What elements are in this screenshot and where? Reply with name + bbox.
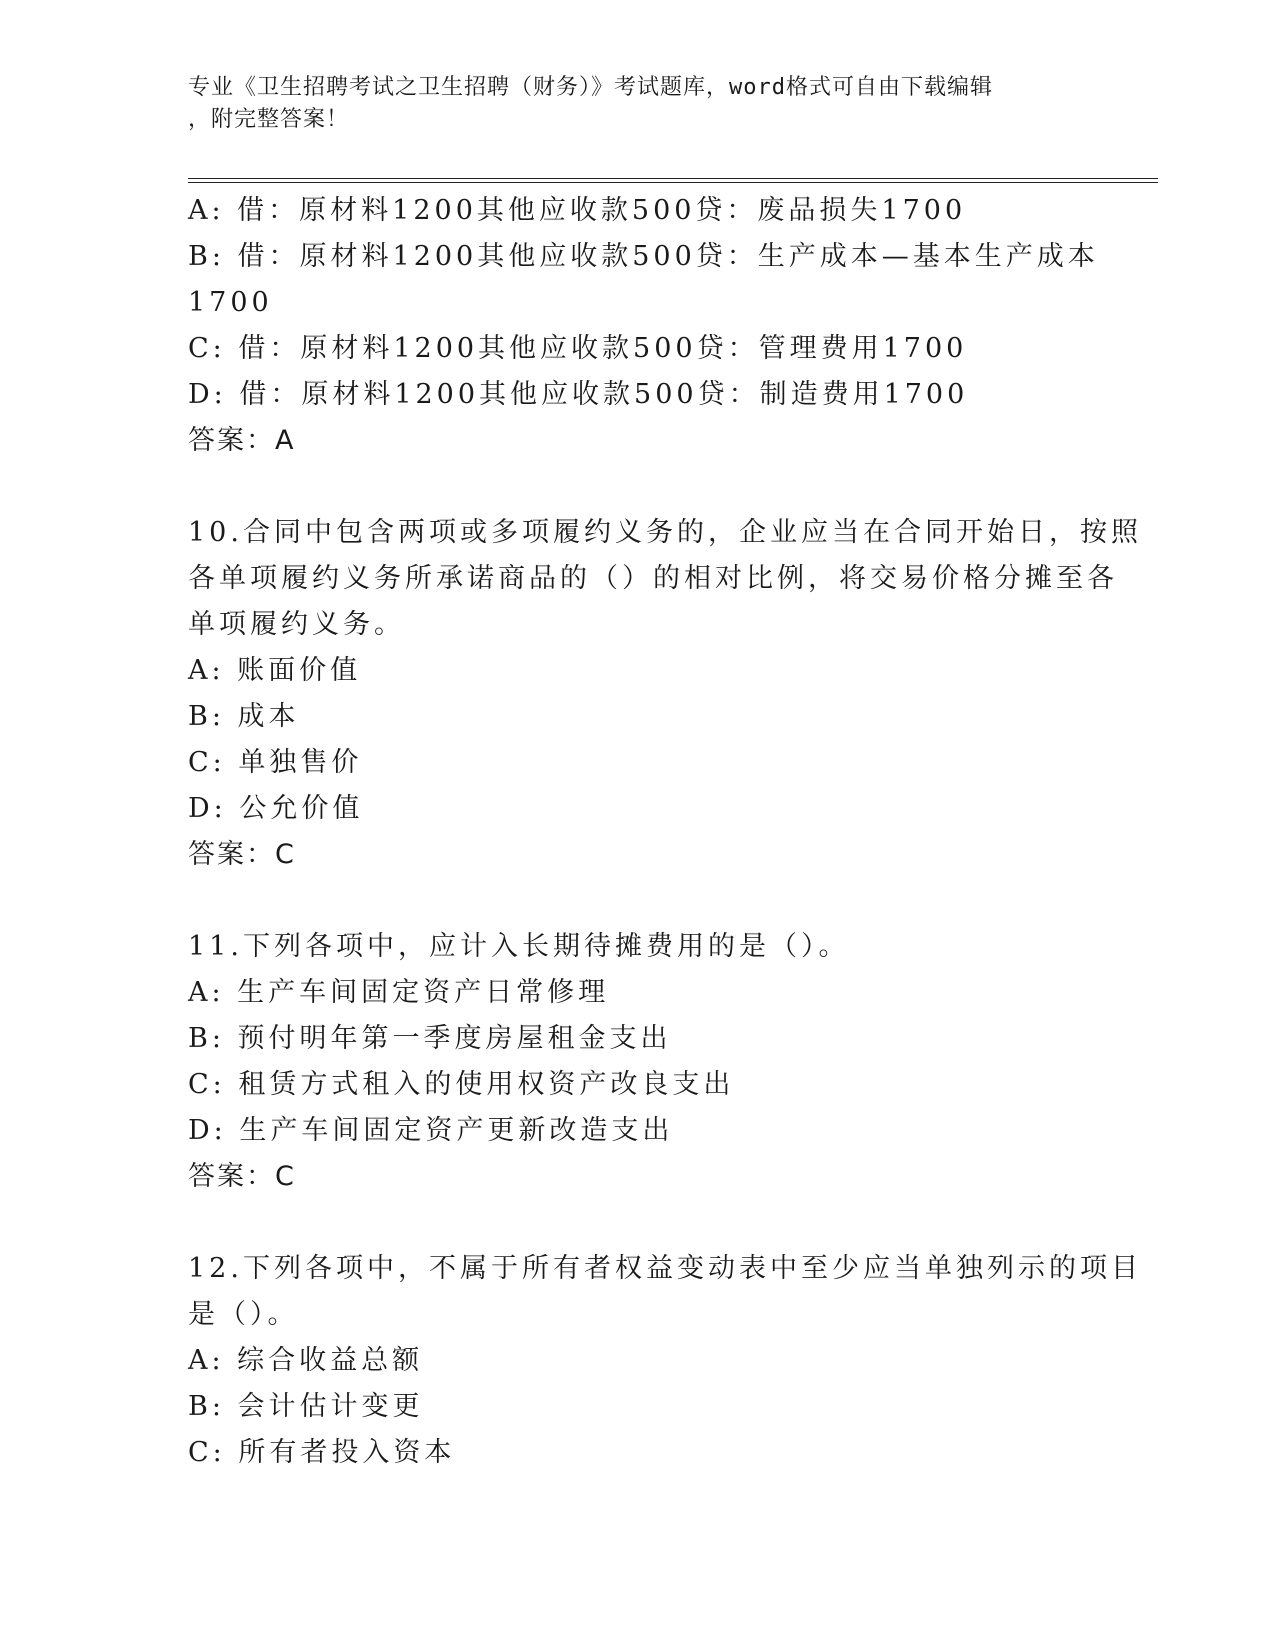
option-d: D: 借：原材料1200其他应收款500贷：制造费用1700 bbox=[188, 379, 969, 410]
option-c: C: 所有者投入资本 bbox=[188, 1437, 456, 1468]
option-d: D: 生产车间固定资产更新改造支出 bbox=[188, 1115, 674, 1146]
option-a: A: 生产车间固定资产日常修理 bbox=[188, 977, 610, 1008]
option-b: B: 成本 bbox=[188, 701, 300, 732]
option-a: A: 综合收益总额 bbox=[188, 1345, 424, 1376]
header-double-rule bbox=[188, 178, 1158, 183]
answer: 答案：C bbox=[188, 1161, 296, 1192]
spacer bbox=[188, 878, 1088, 924]
option-b: B: 会计估计变更 bbox=[188, 1391, 424, 1422]
question-stem-line-1: 10.合同中包含两项或多项履约义务的，企业应当在合同开始日，按照 bbox=[188, 517, 1142, 548]
option-a: A: 借：原材料1200其他应收款500贷：废品损失1700 bbox=[188, 195, 967, 226]
header-line-2: ，附完整答案！ bbox=[188, 107, 350, 132]
question-stem-line-3: 单项履约义务。 bbox=[188, 609, 405, 640]
option-b-line-2: 1700 bbox=[188, 287, 273, 318]
document-header bbox=[188, 72, 1068, 136]
option-b-line-1: B: 借：原材料1200其他应收款500贷：生产成本—基本生产成本 bbox=[188, 241, 1099, 272]
option-d: D: 公允价值 bbox=[188, 793, 364, 824]
question-9 bbox=[188, 188, 1099, 464]
option-c: C: 单独售价 bbox=[188, 747, 363, 778]
question-10 bbox=[188, 510, 1142, 878]
spacer bbox=[188, 464, 1088, 510]
option-c: C: 租赁方式租入的使用权资产改良支出 bbox=[188, 1069, 735, 1100]
option-a: A: 账面价值 bbox=[188, 655, 362, 686]
question-stem-line-1: 11.下列各项中，应计入长期待摊费用的是（）。 bbox=[188, 931, 850, 962]
question-12 bbox=[188, 1246, 1142, 1476]
header-line-1: 专业《卫生招聘考试之卫生招聘（财务）》考试题库，word格式可自由下载编辑 bbox=[188, 75, 993, 100]
answer: 答案：C bbox=[188, 839, 296, 870]
option-b: B: 预付明年第一季度房屋租金支出 bbox=[188, 1023, 672, 1054]
question-11 bbox=[188, 924, 1088, 1200]
question-stem-line-2: 各单项履约义务所承诺商品的（）的相对比例，将交易价格分摊至各 bbox=[188, 563, 1118, 594]
spacer bbox=[188, 1200, 1088, 1246]
option-c: C: 借：原材料1200其他应收款500贷：管理费用1700 bbox=[188, 333, 968, 364]
answer: 答案：A bbox=[188, 425, 296, 456]
question-stem-line-1: 12.下列各项中，不属于所有者权益变动表中至少应当单独列示的项目 bbox=[188, 1253, 1142, 1284]
question-list bbox=[188, 188, 1142, 1476]
question-stem-line-2: 是（）。 bbox=[188, 1299, 299, 1330]
